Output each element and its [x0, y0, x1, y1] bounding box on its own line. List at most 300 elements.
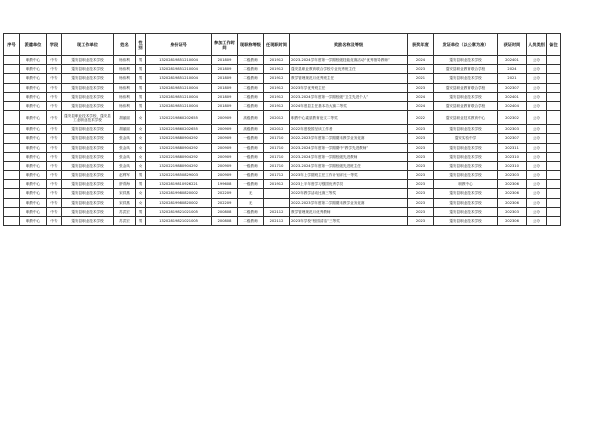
cell-stage: 中专 [47, 152, 62, 161]
cell-id: 13202819980820002 [146, 198, 212, 207]
cell-unit: 职教中心 [20, 189, 47, 198]
cell-name: 舒青海 [114, 180, 136, 189]
cell-award: 2023-2024学年度第一学期校级先进教师 [290, 152, 408, 161]
cell-name: 张金凤 [114, 152, 136, 161]
cell-category: 公办 [527, 217, 547, 226]
cell-title: 无 [238, 189, 264, 198]
cell-sex: 男 [136, 65, 146, 74]
cell-stage: 中专 [47, 56, 62, 65]
header-cell-sex: 性别 [136, 34, 146, 56]
table-row [4, 180, 561, 189]
cell-start: 200909 [212, 125, 238, 134]
cell-id: 13202819821021005 [146, 207, 212, 216]
cell-title-date: 201710 [264, 152, 290, 161]
cell-id: 13202219850829003 [146, 171, 212, 180]
cell-date: 202303 [498, 171, 527, 180]
cell-unit: 职教中心 [20, 207, 47, 216]
cell-note [547, 217, 561, 226]
cell-award: 蓬安县职业教育联合学校专业优秀班主任 [290, 65, 408, 74]
cell-start: 200909 [212, 143, 238, 152]
cell-title: 二级教师 [238, 217, 264, 226]
cell-award: 2023-2024学年度第一学期校级技能竞赛活动“优秀指导教师” [290, 56, 408, 65]
header-cell-no: 序号 [4, 34, 20, 56]
cell-unit: 职教中心 [20, 65, 47, 74]
cell-start: 200909 [212, 111, 238, 125]
cell-award: 2024年度县主任基本功大赛二等奖 [290, 101, 408, 110]
cell-no [4, 92, 20, 101]
cell-id: 13202819851210004 [146, 65, 212, 74]
cell-issuer: 蓬安实验中学 [434, 134, 498, 143]
cell-date: 202310 [498, 161, 527, 170]
cell-id: 13202819851210004 [146, 101, 212, 110]
cell-date: 202311 [498, 143, 527, 152]
cell-award: 2023-2024学年度第一学期校级先进班主任 [290, 161, 408, 170]
cell-unit: 职教中心 [20, 92, 47, 101]
cell-year: 2024 [408, 101, 434, 110]
cell-stage: 中专 [47, 83, 62, 92]
cell-work: 蓬安县职业技术学校 [62, 125, 114, 134]
cell-date: 202307 [498, 134, 527, 143]
header-cell-id: 身份证号 [146, 34, 212, 56]
cell-stage: 中专 [47, 111, 62, 125]
cell-note [547, 101, 561, 110]
cell-work: 蓬安县职业技术学校 [62, 207, 114, 216]
cell-year: 2021 [408, 74, 434, 83]
cell-work: 蓬安县职业技术学校 [62, 74, 114, 83]
cell-sex: 男 [136, 207, 146, 216]
cell-no [4, 111, 20, 125]
cell-date: 2021 [498, 74, 527, 83]
cell-name: 张金凤 [114, 161, 136, 170]
cell-unit: 职教中心 [20, 56, 47, 65]
cell-year: 2023 [408, 143, 434, 152]
cell-no [4, 125, 20, 134]
cell-id: 13202219860202655 [146, 125, 212, 134]
cell-category: 公办 [527, 152, 547, 161]
cell-work: 蓬安县职业技术学校 [62, 134, 114, 143]
cell-category: 公办 [527, 207, 547, 216]
cell-award: 2023-2024学年度第一学期期中“教学先进教师” [290, 143, 408, 152]
cell-issuer: 蓬安县职业技术学校 [434, 171, 498, 180]
cell-title-date: 201710 [264, 161, 290, 170]
cell-unit: 职教中心 [20, 180, 47, 189]
cell-sex: 女 [136, 134, 146, 143]
cell-date: 202310 [498, 152, 527, 161]
cell-note [547, 171, 561, 180]
table-row [4, 198, 561, 207]
cell-note [547, 161, 561, 170]
cell-title-date: 201912 [264, 180, 290, 189]
table-row [4, 92, 561, 101]
table-row [4, 74, 561, 83]
cell-title-date: 202012 [264, 125, 290, 134]
cell-title: 无 [238, 198, 264, 207]
cell-date: 202306 [498, 217, 527, 226]
cell-year: 2022 [408, 111, 434, 125]
cell-note [547, 111, 561, 125]
cell-id: 13202819810926221 [146, 180, 212, 189]
cell-name: 杨伟利 [114, 92, 136, 101]
cell-year: 2023 [408, 134, 434, 143]
cell-title: 一级教师 [238, 143, 264, 152]
header-cell-stage: 学段 [47, 34, 62, 56]
table-row [4, 171, 561, 180]
cell-no [4, 143, 20, 152]
cell-title-date: 202012 [264, 111, 290, 125]
cell-start: 201809 [212, 92, 238, 101]
cell-year: 2023 [408, 198, 434, 207]
cell-work: 蓬安县职业技术学校、蓬安县工业职业技术学校 [62, 111, 114, 125]
cell-date: 2024 [498, 65, 527, 74]
cell-id: 13202819851210004 [146, 74, 212, 83]
cell-note [547, 56, 561, 65]
cell-no [4, 198, 20, 207]
cell-category: 公办 [527, 74, 547, 83]
cell-name: 苏武宏 [114, 207, 136, 216]
table-row [4, 143, 561, 152]
cell-no [4, 56, 20, 65]
cell-work: 蓬安县职业技术学校 [62, 152, 114, 161]
cell-award: 2022-2023学年度第二学期期末教学业务竞赛 [290, 134, 408, 143]
cell-no [4, 217, 20, 226]
cell-id: 13202219860202655 [146, 111, 212, 125]
header-cell-name: 姓名 [114, 34, 136, 56]
cell-note [547, 189, 561, 198]
cell-name: 胡丽丽 [114, 111, 136, 125]
cell-award: 教学管理规范月优秀教师 [290, 207, 408, 216]
cell-unit: 职教中心 [20, 217, 47, 226]
table-row [4, 111, 561, 125]
cell-title-date [264, 189, 290, 198]
cell-date: 202401 [498, 56, 527, 65]
cell-name: 宋祥燕 [114, 198, 136, 207]
cell-note [547, 125, 561, 134]
cell-unit: 职教中心 [20, 143, 47, 152]
cell-no [4, 101, 20, 110]
cell-unit: 职教中心 [20, 161, 47, 170]
cell-name: 宋祥燕 [114, 189, 136, 198]
cell-no [4, 65, 20, 74]
cell-category: 公办 [527, 161, 547, 170]
header-cell-unit: 派遣单位 [20, 34, 47, 56]
cell-name: 杨伟利 [114, 74, 136, 83]
cell-note [547, 65, 561, 74]
cell-award: 2023上半年度学习强国优秀学员 [290, 180, 408, 189]
cell-work: 蓬安县职业技术学校 [62, 189, 114, 198]
cell-year: 2024 [408, 56, 434, 65]
cell-category: 公办 [527, 83, 547, 92]
cell-start: 200909 [212, 161, 238, 170]
cell-start: 201809 [212, 56, 238, 65]
cell-title-date [264, 198, 290, 207]
header-cell-title-date: 任现职时间 [264, 34, 290, 56]
header-cell-issuer: 发证单位（以公章为准） [434, 34, 498, 56]
cell-work: 蓬安县职业技术学校 [62, 143, 114, 152]
table-row [4, 101, 561, 110]
cell-year: 2023 [408, 125, 434, 134]
cell-stage: 中专 [47, 217, 62, 226]
cell-note [547, 180, 561, 189]
cell-issuer: 蓬安县职业技术学校 [434, 56, 498, 65]
table-row [4, 207, 561, 216]
cell-id: 13202219880904292 [146, 143, 212, 152]
cell-issuer: 蓬安县职业技术教育中心 [434, 111, 498, 125]
cell-title: 一级教师 [238, 134, 264, 143]
cell-work: 蓬安县职业技术学校 [62, 217, 114, 226]
cell-award: 2022年教学活动比赛三等奖 [290, 189, 408, 198]
cell-start: 199608 [212, 180, 238, 189]
cell-no [4, 83, 20, 92]
header-cell-work: 现工作单位 [62, 34, 114, 56]
header-cell-year: 获奖年度 [408, 34, 434, 56]
cell-stage: 中专 [47, 134, 62, 143]
cell-date: 202306 [498, 180, 527, 189]
cell-title-date: 201912 [264, 65, 290, 74]
cell-id: 13202219880904292 [146, 161, 212, 170]
cell-category: 公办 [527, 180, 547, 189]
cell-name: 苏武宏 [114, 217, 136, 226]
cell-date: 202401 [498, 92, 527, 101]
cell-start: 200808 [212, 217, 238, 226]
cell-name: 张金凤 [114, 134, 136, 143]
cell-no [4, 189, 20, 198]
header-cell-start: 参加工作时间 [212, 34, 238, 56]
cell-unit: 职教中心 [20, 198, 47, 207]
cell-id: 13202819851210004 [146, 83, 212, 92]
cell-date: 202303 [498, 125, 527, 134]
cell-work: 蓬安县职业技术学校 [62, 198, 114, 207]
cell-sex: 男 [136, 101, 146, 110]
award-document [3, 33, 561, 226]
cell-unit: 职教中心 [20, 83, 47, 92]
cell-year: 2023 [408, 217, 434, 226]
cell-name: 赵利军 [114, 171, 136, 180]
cell-sex: 男 [136, 83, 146, 92]
cell-stage: 中专 [47, 161, 62, 170]
cell-category: 公办 [527, 92, 547, 101]
table-row [4, 152, 561, 161]
cell-stage: 中专 [47, 171, 62, 180]
cell-stage: 中专 [47, 92, 62, 101]
cell-name: 杨伟利 [114, 56, 136, 65]
cell-sex: 男 [136, 171, 146, 180]
cell-note [547, 198, 561, 207]
cell-note [547, 143, 561, 152]
cell-award: 2022年度校园呈读工作者 [290, 125, 408, 134]
cell-award: 职教中心素质教育论文二等奖 [290, 111, 408, 125]
cell-start: 200808 [212, 207, 238, 216]
cell-category: 公办 [527, 65, 547, 74]
cell-award: 2023-2024学年度第一学期校级“卫生先进个人” [290, 92, 408, 101]
cell-title: 高级教师 [238, 111, 264, 125]
cell-stage: 中专 [47, 74, 62, 83]
cell-name: 杨伟利 [114, 83, 136, 92]
cell-title-date: 201912 [264, 83, 290, 92]
cell-title-date: 202112 [264, 217, 290, 226]
cell-title: 一级教师 [238, 161, 264, 170]
cell-issuer: 蓬安县职业教育联合学校 [434, 101, 498, 110]
cell-start: 201809 [212, 83, 238, 92]
cell-note [547, 74, 561, 83]
cell-start: 200909 [212, 134, 238, 143]
cell-title: 二级教师 [238, 65, 264, 74]
cell-no [4, 207, 20, 216]
cell-title: 二级教师 [238, 207, 264, 216]
cell-start: 201809 [212, 65, 238, 74]
cell-title-date: 201710 [264, 143, 290, 152]
cell-title: 二级教师 [238, 74, 264, 83]
cell-id: 13202219880904292 [146, 134, 212, 143]
cell-work: 蓬安县职业技术学校 [62, 101, 114, 110]
cell-title: 二级教师 [238, 92, 264, 101]
cell-year: 2023 [408, 171, 434, 180]
cell-sex: 女 [136, 111, 146, 125]
cell-category: 公办 [527, 198, 547, 207]
cell-no [4, 74, 20, 83]
cell-sex: 男 [136, 56, 146, 65]
cell-award: 2022-2023学年度第二学期期末教学业务竞赛 [290, 198, 408, 207]
header-cell-title: 现职称等级 [238, 34, 264, 56]
cell-no [4, 161, 20, 170]
cell-year: 2023 [408, 161, 434, 170]
cell-year: 2023 [408, 65, 434, 74]
cell-category: 公办 [527, 171, 547, 180]
cell-stage: 中专 [47, 198, 62, 207]
cell-title-date: 201710 [264, 134, 290, 143]
cell-name: 杨伟利 [114, 65, 136, 74]
cell-start: 201809 [212, 101, 238, 110]
table-row [4, 217, 561, 226]
cell-unit: 职教中心 [20, 111, 47, 125]
table-row [4, 65, 561, 74]
cell-title-date: 201912 [264, 92, 290, 101]
cell-note [547, 152, 561, 161]
cell-date: 202307 [498, 83, 527, 92]
cell-start: 202209 [212, 189, 238, 198]
cell-issuer: 蓬安县职业技术学校 [434, 161, 498, 170]
cell-id: 13202219880904292 [146, 152, 212, 161]
cell-note [547, 134, 561, 143]
cell-title: 一级教师 [238, 152, 264, 161]
cell-name: 胡丽丽 [114, 125, 136, 134]
cell-year: 2023 [408, 189, 434, 198]
cell-title: 二级教师 [238, 56, 264, 65]
table-row [4, 189, 561, 198]
cell-issuer: 蓬安县职业教育联合学校 [434, 65, 498, 74]
cell-sex: 女 [136, 143, 146, 152]
cell-title: 一级教师 [238, 171, 264, 180]
cell-id: 13202819851210004 [146, 92, 212, 101]
cell-note [547, 207, 561, 216]
cell-start: 200909 [212, 152, 238, 161]
cell-work: 蓬安县职业技术学校 [62, 171, 114, 180]
cell-date: 202303 [498, 207, 527, 216]
cell-date: 202306 [498, 198, 527, 207]
cell-work: 蓬安县职业技术学校 [62, 83, 114, 92]
cell-issuer: 蓬安县职业教育联合学校 [434, 83, 498, 92]
cell-no [4, 134, 20, 143]
cell-unit: 职教中心 [20, 101, 47, 110]
cell-category: 公办 [527, 125, 547, 134]
cell-issuer: 蓬安县职业技术学校 [434, 74, 498, 83]
cell-name: 杨伟利 [114, 101, 136, 110]
cell-unit: 职教中心 [20, 171, 47, 180]
cell-name: 张金凤 [114, 143, 136, 152]
cell-title: 一级教师 [238, 180, 264, 189]
cell-stage: 中专 [47, 180, 62, 189]
cell-sex: 男 [136, 74, 146, 83]
cell-category: 公办 [527, 189, 547, 198]
cell-category: 公办 [527, 101, 547, 110]
table-row [4, 125, 561, 134]
cell-work: 蓬安县职业技术学校 [62, 161, 114, 170]
table-row [4, 83, 561, 92]
header-cell-date: 获证时间 [498, 34, 527, 56]
cell-title-date: 201912 [264, 56, 290, 65]
cell-work: 蓬安县职业技术学校 [62, 92, 114, 101]
cell-title-date: 201912 [264, 101, 290, 110]
cell-title-date: 201712 [264, 171, 290, 180]
cell-issuer: 蓬安县职业技术学校 [434, 217, 498, 226]
cell-title: 高级教师 [238, 125, 264, 134]
cell-no [4, 152, 20, 161]
cell-category: 公办 [527, 143, 547, 152]
cell-id: 13202819980820002 [146, 189, 212, 198]
cell-issuer: 蓬安县职业技术学校 [434, 152, 498, 161]
cell-title: 二级教师 [238, 83, 264, 92]
cell-start: 201809 [212, 74, 238, 83]
cell-id: 13202819821021005 [146, 217, 212, 226]
cell-date: 202306 [498, 189, 527, 198]
cell-year: 2023 [408, 180, 434, 189]
cell-category: 公办 [527, 111, 547, 125]
cell-issuer: 职教中心 [434, 180, 498, 189]
table-row [4, 161, 561, 170]
cell-sex: 女 [136, 189, 146, 198]
header-cell-note: 备注 [547, 34, 561, 56]
cell-stage: 中专 [47, 125, 62, 134]
cell-stage: 中专 [47, 101, 62, 110]
cell-issuer: 蓬安县职业技术学校 [434, 143, 498, 152]
cell-category: 公办 [527, 134, 547, 143]
cell-stage: 中专 [47, 189, 62, 198]
cell-start: 202209 [212, 198, 238, 207]
cell-sex: 男 [136, 92, 146, 101]
cell-no [4, 180, 20, 189]
cell-issuer: 蓬安县职业技术学校 [434, 189, 498, 198]
cell-title-date: 202112 [264, 207, 290, 216]
cell-award: 2023年上学期班主任工作计划评比一等奖 [290, 171, 408, 180]
cell-no [4, 171, 20, 180]
cell-award: 教学管理规范月优秀班主任 [290, 74, 408, 83]
cell-id: 13202819851210004 [146, 56, 212, 65]
table-row [4, 134, 561, 143]
award-table [3, 33, 561, 226]
cell-date: 202302 [498, 111, 527, 125]
cell-stage: 中专 [47, 143, 62, 152]
cell-unit: 职教中心 [20, 125, 47, 134]
cell-year: 2023 [408, 83, 434, 92]
cell-note [547, 92, 561, 101]
cell-award: 2023年学校“校园清洁”三等奖 [290, 217, 408, 226]
cell-stage: 中专 [47, 207, 62, 216]
cell-sex: 男 [136, 217, 146, 226]
cell-issuer: 蓬安县职业技术学校 [434, 198, 498, 207]
cell-year: 2024 [408, 92, 434, 101]
header-cell-award: 奖励名称及等级 [290, 34, 408, 56]
cell-award: 2023年学优秀班主任 [290, 83, 408, 92]
cell-year: 2023 [408, 207, 434, 216]
